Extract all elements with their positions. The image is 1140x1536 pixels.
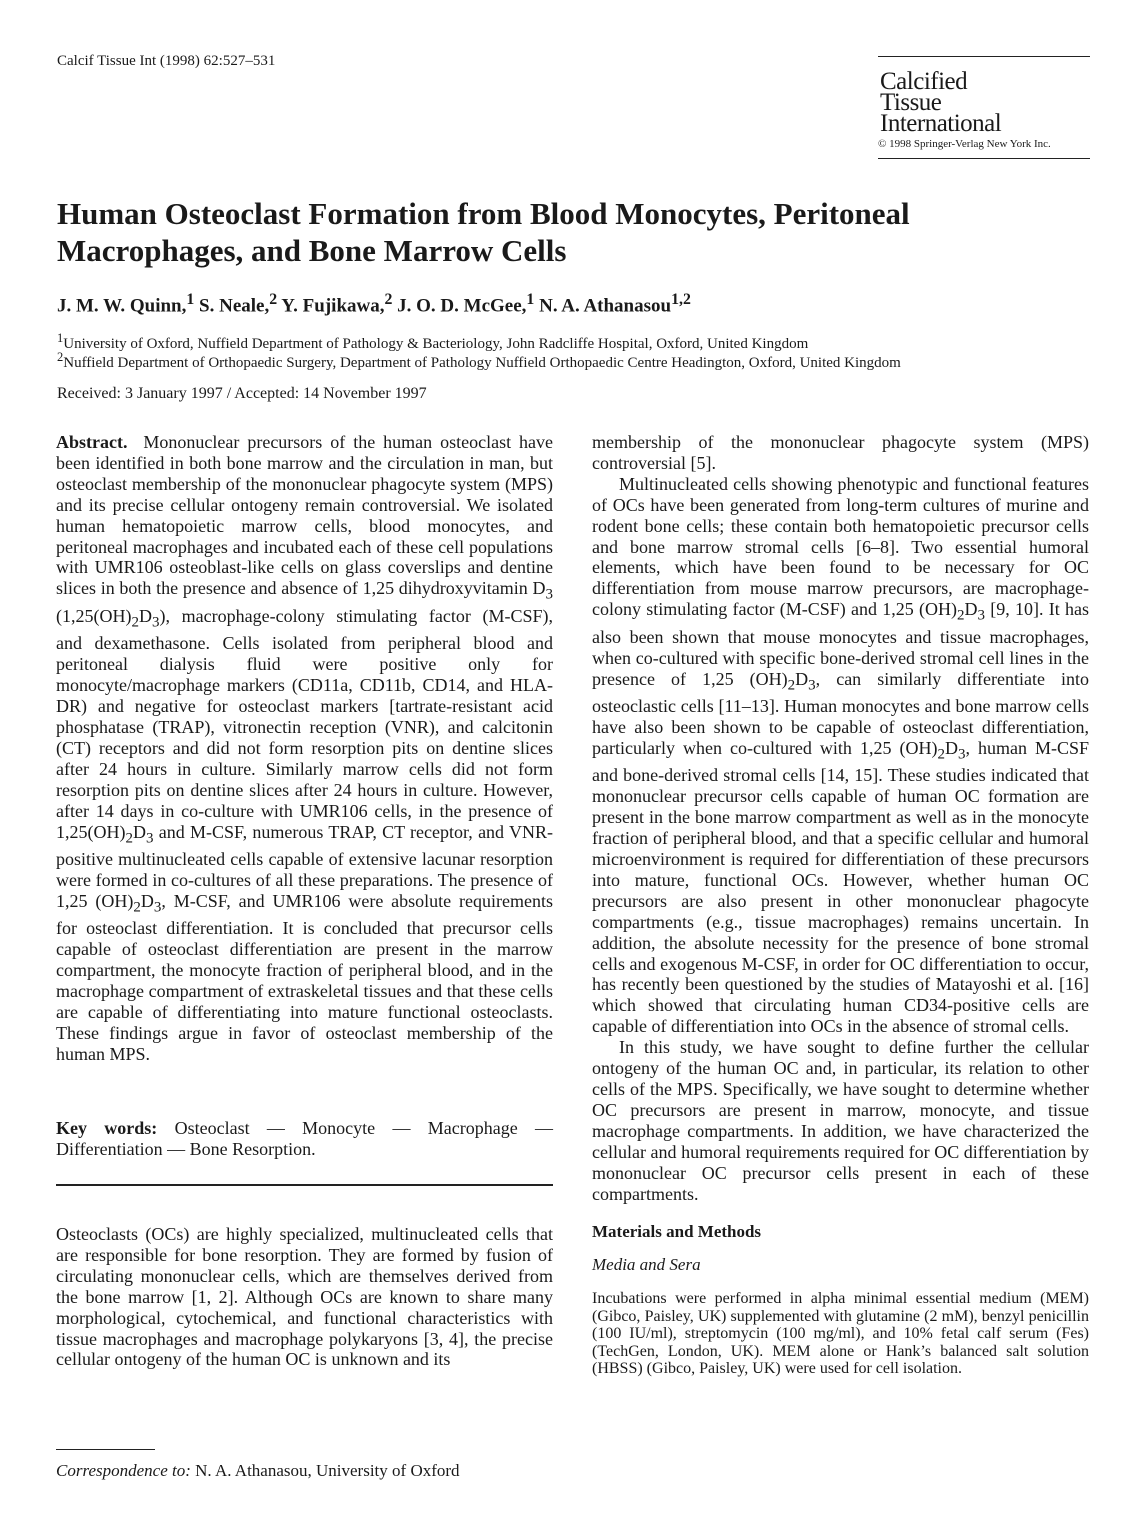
subscript: 3 [153,899,162,916]
copyright: © 1998 Springer-Verlag New York Inc. [878,138,1051,150]
subscript: 3 [957,746,966,763]
logo-line-3: International [880,110,1002,137]
subscript: 2 [131,614,139,631]
journal-citation: Calcif Tissue Int (1998) 62:527–531 [57,53,276,69]
abstract-text: D [140,890,154,911]
paragraph-text: D [944,737,958,758]
abstract [56,432,553,1065]
subscript: 2 [957,607,965,624]
author: S. Neale, [199,295,270,317]
abstract-text: Mononuclear precursors of the human osteoclast have been identified in both bone marrow and the circulation in man, but osteoclast membership of the mononuclear phagocyte system (MPS) and its precise cellular ontogeny remain controversial. We isolated human hematopoietic marrow cells, blood monocytes, and peritoneal macrophages and incubated each of these cell populations with UMR106 osteoblast-like cells on glass coverslips and dentine slices in both the presence and absence of 1,25 dihydroxyvitamin D [56,432,554,599]
correspondence-footnote [56,1461,460,1481]
abstract-text: , M-CSF, and UMR106 were absolute requirements for osteoclast differentiation. It is concluded that precursor cells capable of osteoclast differentiation are present in the marrow compartment, the monocyte fraction of peripheral blood, and in the macrophage compartment of extraskeletal tissues and that these cells are capable of differentiating into mature functional osteoclasts. These findings argue in favor of osteoclast membership of the human MPS. [56,890,553,1064]
paragraph-text: Multinucleated cells showing phenotypic and functional features of OCs have been generated from long-term cultures of murine and rodent bone cells; these contain both hematopoietic precursor cells and bone marrow stromal cells [6–8]. Two essential humoral elements, which have been found to be necessary for OC differentiation from mouse marrow precursors, are macrophage-colony stimulating factor (M-CSF) and 1,25 (OH) [592,473,1089,620]
subscript: 3 [151,614,160,631]
subscript: 3 [977,607,985,624]
affiliation-text: Nuffield Department of Orthopaedic Surgery, Department of Pathology Nuffield Orthopaedic Centre Headington, Oxford, United Kingdom [63,355,901,371]
received-accepted-dates: Received: 3 January 1997 / Accepted: 14 November 1997 [57,385,427,402]
abstract-text: ), macrophage-colony stimulating factor (M-CSF), and dexamethasone. Cells isolated from peripheral blood and peritoneal dialysis fluid were positive only for monocyte/macrophage markers (CD11a, CD11b, CD14, and HLA-DR) and negative for osteoclast markers [tartrate-resistant acid phosphatase (TRAP), vitronectin reception (VNR), and calcitonin (CT) receptors and did not form resorption pits on dentine slices after 24 hours in culture. Similarly marrow cells did not form resorption pits on dentine slices after 24 hours in culture. However, after 14 days in co-culture with UMR106 cells, in the presence of 1,25(OH) [56,605,553,842]
keywords-text: Osteoclast — Monocyte — Macrophage — Differentiation — Bone Resorption. [56,1118,553,1159]
intro-left-paragraph [56,1224,553,1370]
subscript: 2 [133,899,141,916]
keywords-label: Key words: [56,1118,158,1138]
logo-line-2: Tissue [880,89,942,116]
abstract-text: (1,25(OH) [56,605,132,626]
paragraph: membership of the mononuclear phagocyte system (MPS) controversial [5]. [592,432,1089,473]
article-title: Human Osteoclast Formation from Blood Monocytes, Peritoneal Macrophages, and Bone Marrow Cells [57,196,910,268]
affiliation-text: University of Oxford, Nuffield Department of Pathology & Bacteriology, John Radcliffe Hospital, Oxford, United Kingdom [63,336,809,352]
subscript: 3 [146,830,154,847]
correspondence-text: N. A. Athanasou, University of Oxford [195,1461,460,1480]
logo-bottom-rule [878,158,1090,159]
author-sup: 2 [384,291,393,308]
affiliation-sup: 1 [57,331,64,345]
paragraph-text: , human M-CSF and bone-derived stromal cells [14, 15]. These studies indicated that mononuclear precursor cells capable of human OC formation are present in the bone marrow compartment as well as in the monocyte fraction of peripheral blood, and that a specific cellular and humoral microenvironment is required for differentiation of these precursors into mature, functional OCs. However, whether human OC precursors are also present in other mononuclear phagocyte compartments (e.g., tissue macrophages) remains uncertain. In addition, the absolute necessity for the presence of bone stromal cells and exogenous M-CSF, in order for OC differentiation to occur, has recently been questioned by the studies of Matayoshi et al. [16] which showed that circulating human CD34-positive cells are capable of differentiation into OCs in the absence of stromal cells. [592,737,1089,1037]
paragraph [592,474,1089,1037]
author-sup: 1 [186,291,195,308]
paragraph-text: [9, 10]. It has also been shown that mouse monocytes and tissue macrophages, when co-cultured with specific bone-derived stromal cell lines in the presence of 1,25 (OH) [592,599,1090,689]
intro-text: Osteoclasts (OCs) are highly specialized, multinucleated cells that are responsible for bone resorption. They are formed by fusion of circulating mononuclear cells, which are themselves derived from the bone marrow [1, 2]. Although OCs are known to share many morphological, cytochemical, and functional characteristics with tissue macrophages and macrophage polykaryons [3, 4], the precise cellular ontogeny of the human OC is unknown and its [56,1224,553,1370]
journal-logo [878,56,1090,159]
author-sup: 1 [526,291,535,308]
author: Y. Fujikawa, [281,295,385,317]
author: J. M. W. Quinn, [57,295,187,317]
subsection-heading: Media and Sera [592,1255,701,1275]
right-column [592,432,1089,1378]
author-list [57,291,691,317]
author: N. A. Athanasou [539,295,672,317]
abstract-text: D [133,821,146,842]
paragraph-text: , can similarly differentiate into osteoclastic cells [11–13]. Human monocytes and bone marrow cells have also been shown to be capable of osteoclast differentiation, particularly when co-cultured with 1,25 (OH) [592,668,1090,758]
logo-line-1: Calcified [880,68,968,95]
section-divider [56,1184,553,1186]
subscript: 3 [808,677,816,694]
subscript: 3 [545,586,553,603]
abstract-text: D [138,605,152,626]
paragraph: In this study, we have sought to define further the cellular ontogeny of the human OC and, in particular, its relation to other cells of the MPS. Specifically, we have sought to determine whether OC precursors are present in marrow, monocyte, and tissue macrophage compartments. In addition, we have characterized the cellular and humoral requirements required for OC differentiation by mononuclear OC precursor cells present in each of these compartments. [592,1037,1089,1204]
subscript: 2 [125,830,133,847]
affiliation-2 [57,350,901,372]
paragraph-text: D [964,599,978,620]
journal-logo-name [880,68,1090,137]
affiliation-sup: 2 [57,350,64,364]
methods-paragraph: Incubations were performed in alpha minimal essential medium (MEM) (Gibco, Paisley, UK) supplemented with glutamine (2 mM), benzyl penicillin (100 IU/ml), streptomycin (100 mg/ml), and 10% fetal calf serum (Fes) (TechGen, London, UK). MEM alone or Hank’s balanced salt solution (HBSS) (Gibco, Paisley, UK) were used for cell isolation. [592,1290,1089,1378]
abstract-label: Abstract. [56,432,128,452]
correspondence-label: Correspondence to: [56,1461,191,1480]
footnote-rule [56,1449,155,1450]
subscript: 2 [787,677,796,694]
author: J. O. D. McGee, [397,295,527,317]
logo-top-rule [878,56,1090,57]
author-sup: 1,2 [671,291,691,308]
author-sup: 2 [269,291,278,308]
keywords [56,1118,553,1160]
section-heading: Materials and Methods [592,1222,762,1242]
paragraph-text: D [795,668,809,689]
abstract-text: and M-CSF, numerous TRAP, CT receptor, and VNR-positive multinucleated cells capable of extensive lacunar resorption were formed in co-cultures of all these preparations. The presence of 1,25 (OH) [56,821,553,911]
subscript: 2 [937,746,945,763]
